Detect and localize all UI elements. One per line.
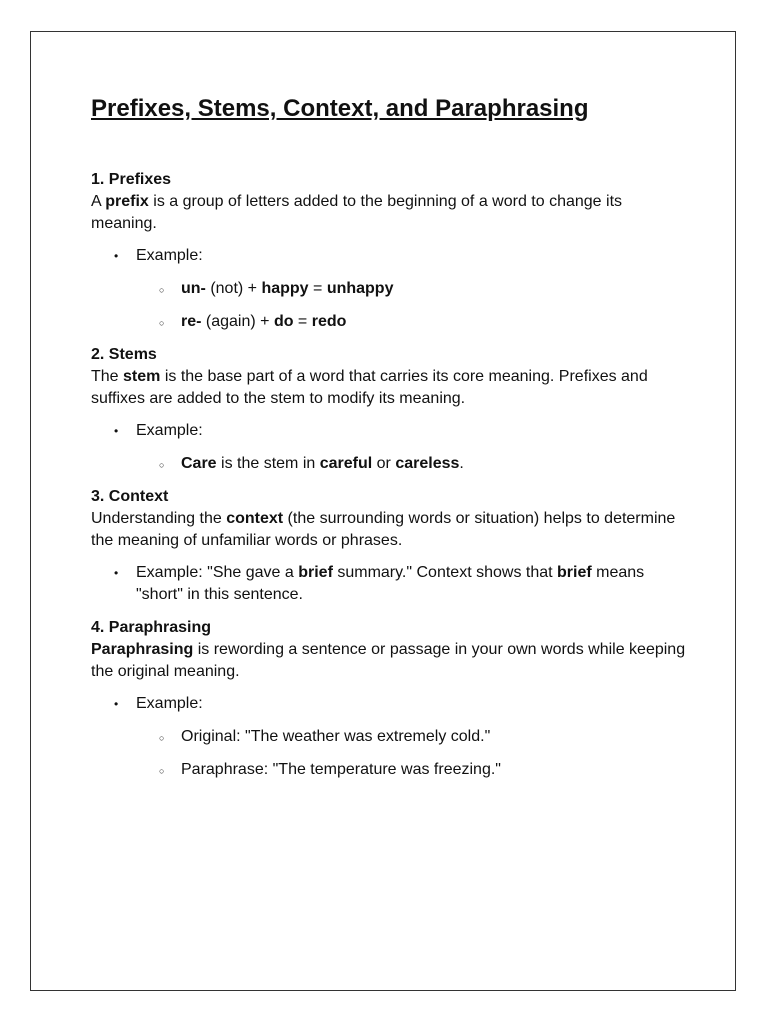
example-label: Example:: [136, 247, 203, 264]
text-run: (not) +: [205, 280, 262, 297]
example-list: [91, 693, 691, 781]
text-run: The: [91, 368, 124, 385]
list-item: [136, 562, 691, 606]
text-run: =: [308, 280, 327, 297]
text-run: is the base part of a word that carries its core meaning. Prefixes and suffixes are added to the stem to modify its meaning.: [91, 368, 648, 407]
text-run: is a group of letters added to the beginning of a word to change its meaning.: [91, 193, 623, 232]
text-run: summary." Context shows that: [332, 564, 558, 581]
text-run: or: [372, 455, 396, 472]
document-page: [30, 31, 736, 991]
section-heading: 3. Context: [91, 488, 169, 505]
text-run: (the surrounding words or situation) helps to determine the meaning of unfamiliar words or phrases.: [91, 510, 676, 549]
bold-term: context: [226, 510, 284, 527]
text-run: .: [459, 455, 464, 472]
sub-list-item: ○ Paraphrase: "The temperature was freezing.": [181, 759, 691, 781]
bold-term: prefix: [105, 193, 149, 210]
bold-term: un-: [181, 280, 206, 297]
sub-list: [136, 278, 691, 333]
section-stems: [91, 344, 691, 475]
text-run: means "short" in this sentence.: [136, 564, 645, 603]
section-paragraph: [91, 639, 691, 683]
section-paragraph: [91, 508, 691, 552]
bold-term: happy: [261, 280, 309, 297]
bold-term: redo: [311, 313, 347, 330]
text-run: is the stem in: [216, 455, 320, 472]
sub-list: [136, 726, 691, 781]
bold-term: unhappy: [326, 280, 394, 297]
list-item: [136, 693, 691, 781]
bold-term: do: [273, 313, 294, 330]
text-run: =: [293, 313, 312, 330]
text-run: A: [91, 193, 106, 210]
list-item: [136, 420, 691, 475]
sub-list-item: [181, 453, 691, 475]
bold-term: Care: [181, 455, 217, 472]
sub-list-item: [181, 278, 691, 300]
example-label: Example:: [136, 695, 203, 712]
bold-term: brief: [557, 564, 592, 581]
page-title: Prefixes, Stems, Context, and Paraphrasing: [91, 95, 589, 122]
bold-term: careful: [319, 455, 373, 472]
document-content: [91, 94, 691, 792]
text-run: (again) +: [201, 313, 274, 330]
bold-term: brief: [298, 564, 333, 581]
section-prefixes: [91, 169, 691, 333]
bold-term: careless: [395, 455, 460, 472]
sub-list-item: ○ Original: "The weather was extremely cold.": [181, 726, 691, 748]
section-heading: 2. Stems: [91, 346, 157, 363]
section-context: [91, 486, 691, 606]
section-heading: 1. Prefixes: [91, 171, 172, 188]
sub-list-item: [181, 311, 691, 333]
text-run: Understanding the: [91, 510, 227, 527]
example-list: [91, 562, 691, 606]
section-paraphrasing: [91, 617, 691, 781]
section-paragraph: [91, 366, 691, 410]
example-list: [91, 420, 691, 475]
example-label: Example:: [136, 422, 203, 439]
sub-list: [136, 453, 691, 475]
text-run: is rewording a sentence or passage in your own words while keeping the original meaning.: [91, 641, 686, 680]
text-run: Example: "She gave a: [136, 564, 299, 581]
example-list: [91, 245, 691, 333]
section-heading: 4. Paraphrasing: [91, 619, 212, 636]
bold-term: Paraphrasing: [91, 641, 194, 658]
section-paragraph: [91, 191, 691, 235]
list-item: [136, 245, 691, 333]
bold-term: re-: [181, 313, 202, 330]
bold-term: stem: [123, 368, 161, 385]
